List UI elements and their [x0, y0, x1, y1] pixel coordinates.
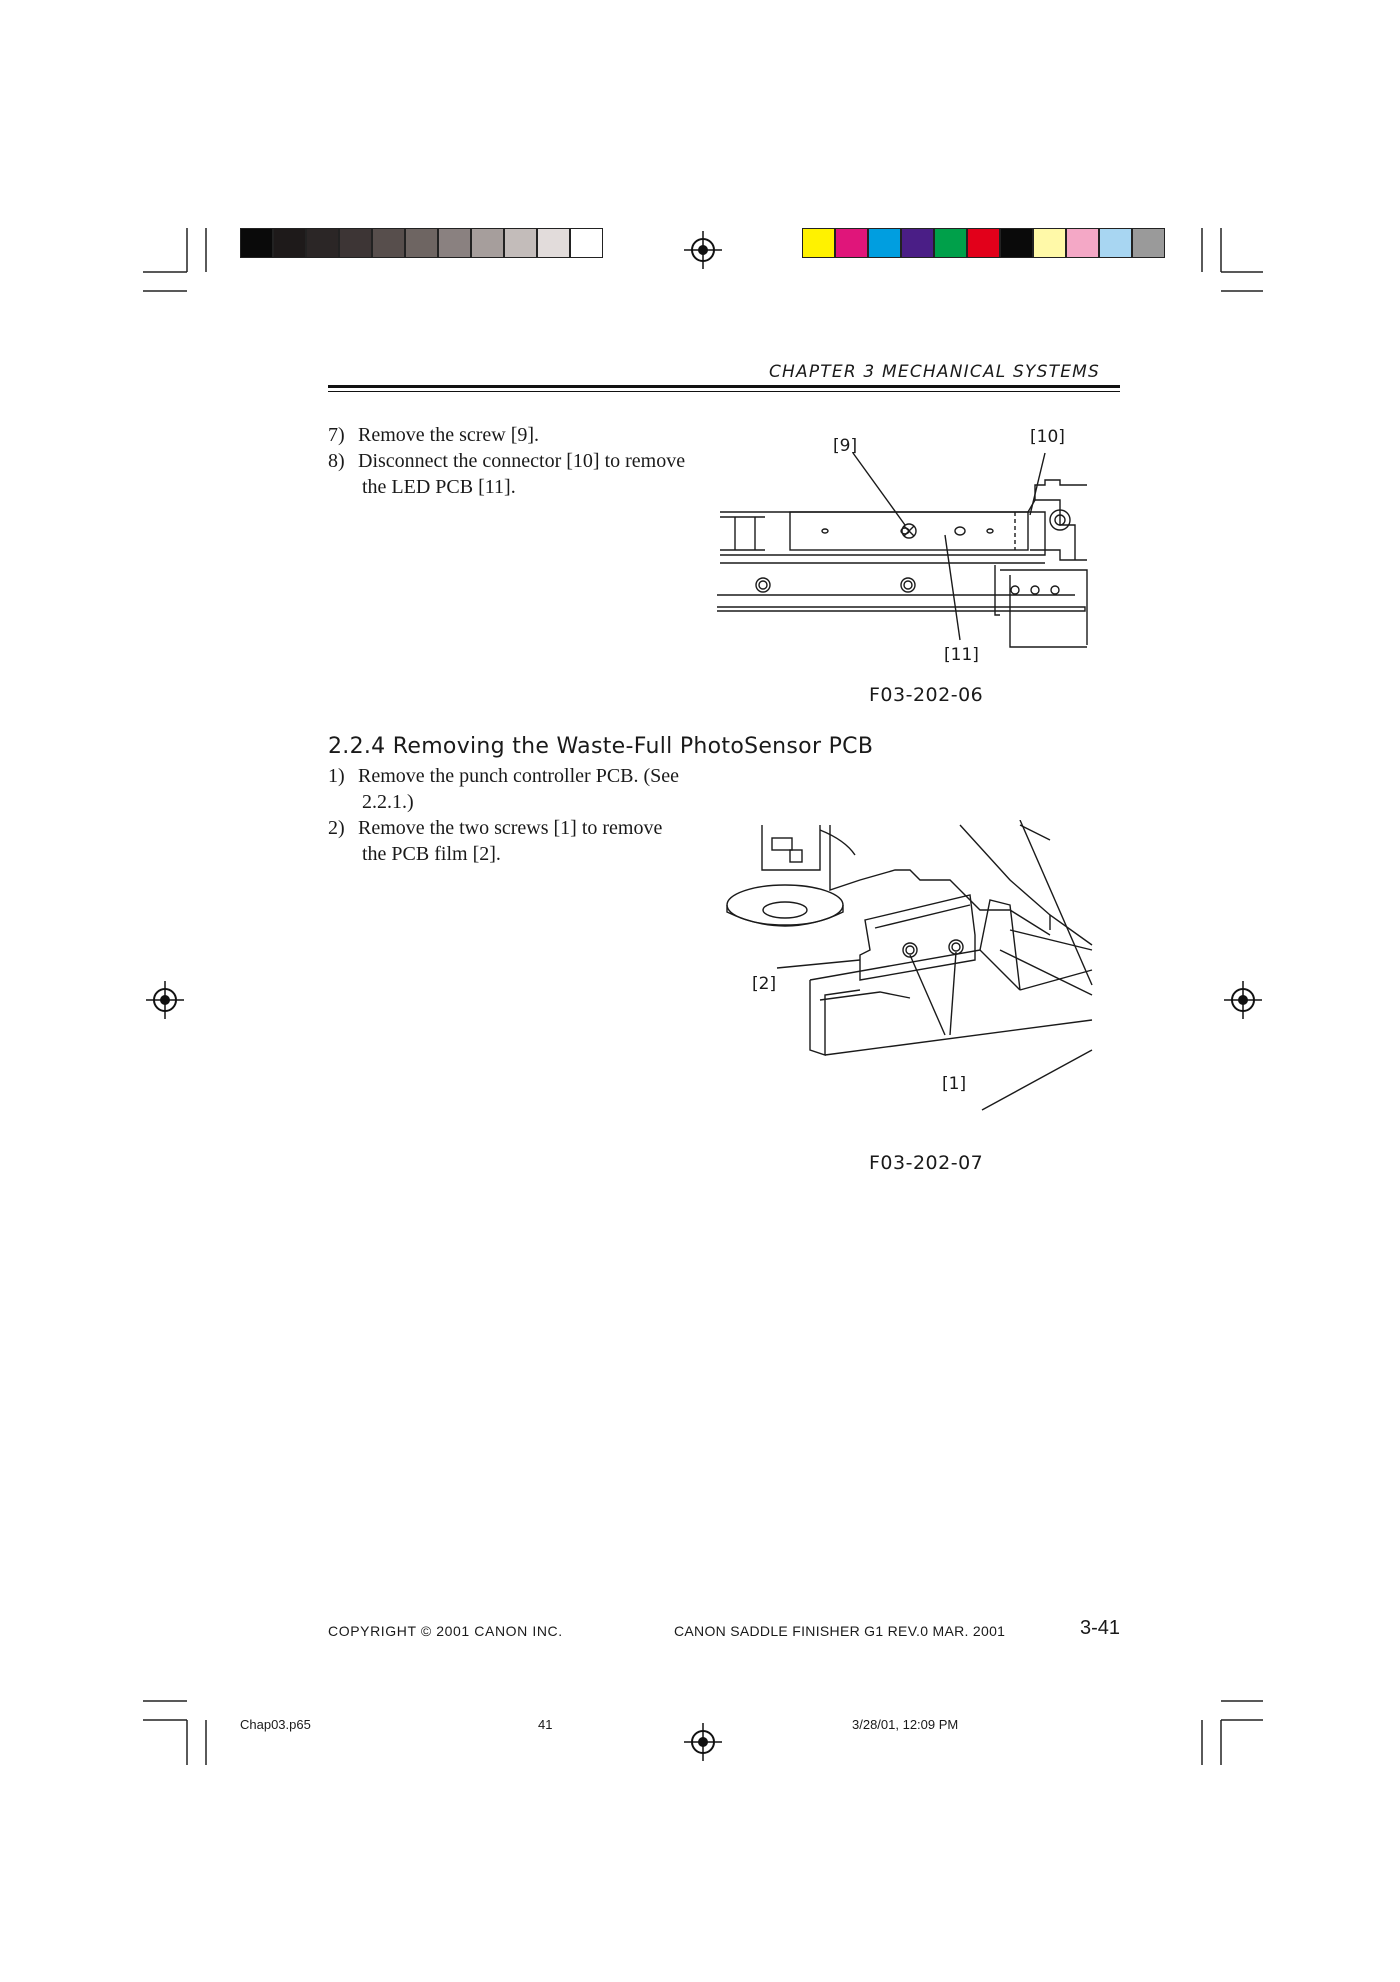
step-1: 1) Remove the punch controller PCB. (See 2.2.1.): [328, 765, 680, 813]
color-swatch: [835, 228, 868, 258]
registration-mark-icon: [684, 231, 722, 269]
figure-caption-1: F03-202-06: [869, 684, 984, 706]
callout-10: [10]: [1030, 427, 1065, 447]
slug-file-name: Chap03.p65: [240, 1717, 311, 1732]
callout-11: [11]: [944, 645, 979, 665]
color-swatch: [868, 228, 901, 258]
color-swatch: [372, 228, 405, 258]
header-rule: [328, 385, 1120, 388]
color-swatch: [967, 228, 1000, 258]
color-swatch: [273, 228, 306, 258]
color-swatch: [1033, 228, 1066, 258]
chapter-header: CHAPTER 3 MECHANICAL SYSTEMS: [768, 362, 1100, 382]
color-swatch: [1066, 228, 1099, 258]
color-swatch: [1099, 228, 1132, 258]
registration-mark-right-icon: [1218, 975, 1268, 1025]
section-heading: 2.2.4 Removing the Waste-Full PhotoSensor PCB: [328, 734, 874, 759]
color-swatch: [504, 228, 537, 258]
step-7: 7) Remove the screw [9].: [328, 424, 540, 446]
callout-1: [1]: [942, 1074, 967, 1094]
color-swatch: [405, 228, 438, 258]
led-pcb-illustration: [715, 425, 1095, 670]
slug-timestamp: 3/28/01, 12:09 PM: [852, 1717, 959, 1732]
color-swatch: [306, 228, 339, 258]
header-rule-thin: [328, 391, 1120, 392]
registration-mark-bottom-icon: [684, 1723, 722, 1761]
color-swatch: [438, 228, 471, 258]
crop-marks-top: [0, 0, 1400, 300]
color-swatch: [240, 228, 273, 258]
color-swatch: [1000, 228, 1033, 258]
figure-caption-2: F03-202-07: [869, 1152, 984, 1174]
color-swatch: [934, 228, 967, 258]
crop-marks-bottom: [0, 1690, 1400, 1770]
color-swatch: [471, 228, 504, 258]
slug-page: 41: [538, 1717, 553, 1732]
copyright: COPYRIGHT © 2001 CANON INC.: [328, 1623, 563, 1639]
color-swatch: [537, 228, 570, 258]
manual-title: CANON SADDLE FINISHER G1 REV.0 MAR. 2001: [674, 1623, 1006, 1639]
color-swatch: [570, 228, 603, 258]
color-swatch: [901, 228, 934, 258]
photosensor-pcb-illustration: [720, 820, 1100, 1130]
callout-2: [2]: [752, 974, 777, 994]
color-swatch: [339, 228, 372, 258]
step-8: 8) Disconnect the connector [10] to remove the LED PCB [11].: [328, 450, 686, 498]
page-number: 3-41: [1079, 1617, 1120, 1639]
registration-mark-left-icon: [140, 975, 190, 1025]
step-2: 2) Remove the two screws [1] to remove the PCB film [2].: [328, 817, 663, 865]
color-swatch: [802, 228, 835, 258]
color-swatch: [1132, 228, 1165, 258]
callout-9: [9]: [833, 436, 858, 456]
